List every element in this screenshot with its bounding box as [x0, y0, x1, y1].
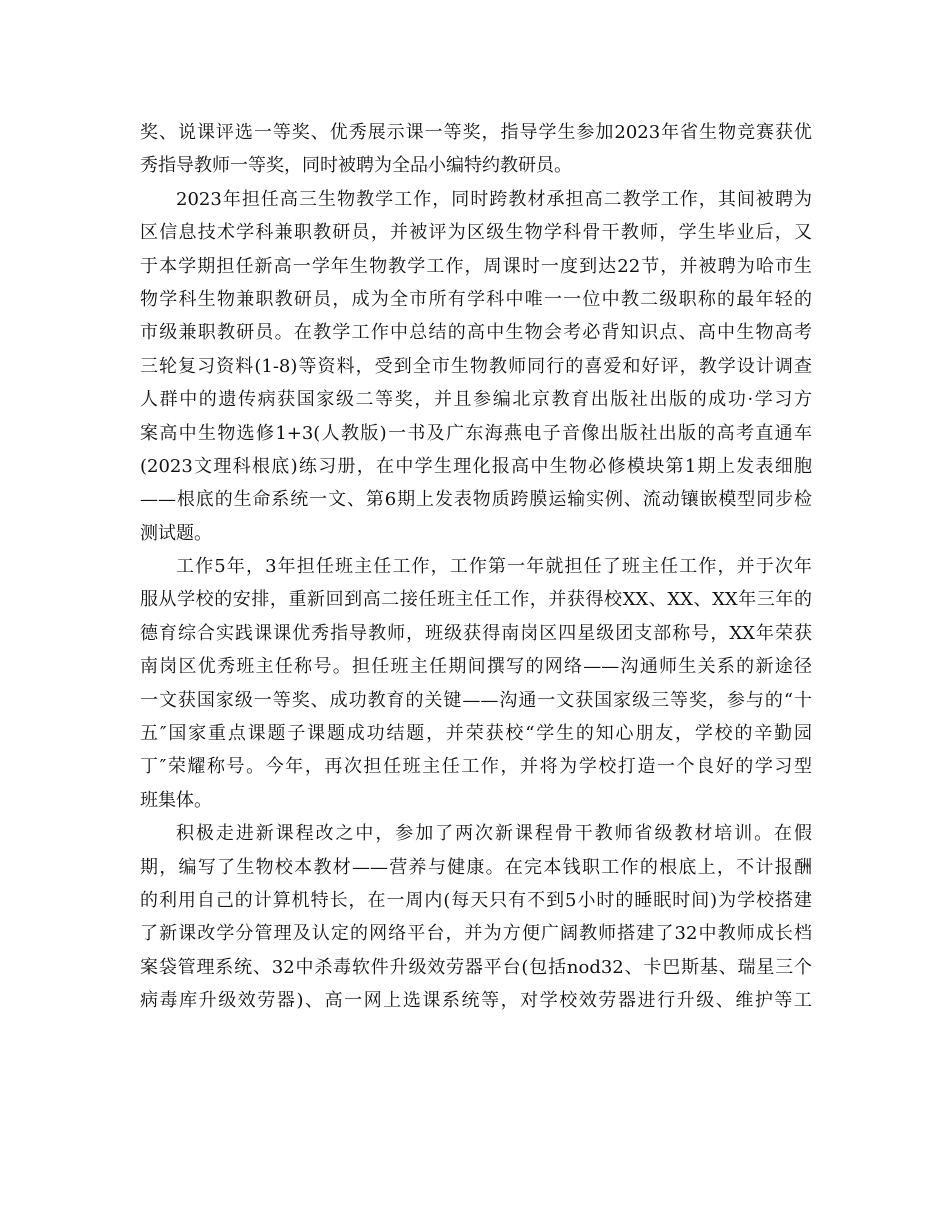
- text-line: 南岗区优秀班主任称号。担任班主任期间撰写的网络——沟通师生关系的新途径: [140, 656, 812, 678]
- paragraph: [140, 116, 812, 183]
- text-line: 2023年担任高三生物教学工作，同时跨教材承担高二教学工作，其间被聘为: [176, 188, 812, 210]
- text-line: 测试题。: [140, 522, 212, 544]
- text-line: 五″国家重点课题子课题成功结题，并荣获校“学生的知心朋友，学校的辛勤园: [140, 723, 812, 745]
- text-line: 三轮复习资料(1-8)等资料，受到全市生物教师同行的喜爱和好评，教学设计调查: [140, 355, 812, 377]
- paragraph: [140, 817, 812, 1017]
- text-line: 市级兼职教研员。在教学工作中总结的高中生物会考必背知识点、高中生物高考: [140, 322, 812, 344]
- text-line: 期，编写了生物校本教材——营养与健康。在完本钱职工作的根底上，不计报酬: [140, 856, 812, 878]
- text-line: 物学科生物兼职教研员，成为全市所有学科中唯一一位中教二级职称的最年轻的: [140, 288, 812, 310]
- paragraph: [140, 183, 812, 550]
- text-line: (2023文理科根底)练习册，在中学生理化报高中生物必修模块第1期上发表细胞: [140, 455, 812, 477]
- text-line: ——根底的生命系统一文、第6期上发表物质跨膜运输实例、流动镶嵌模型同步检: [140, 489, 812, 511]
- text-line: 的利用自己的计算机特长，在一周内(每天只有不到5小时的睡眠时间)为学校搭建: [140, 889, 812, 911]
- text-line: 丁″荣耀称号。今年，再次担任班主任工作，并将为学校打造一个良好的学习型: [140, 756, 812, 778]
- text-line: 区信息技术学科兼职教研员，并被评为区级生物学科骨干教师，学生毕业后，又: [140, 222, 812, 244]
- text-line: 案袋管理系统、32中杀毒软件升级效劳器平台(包括nod32、卡巴斯基、瑞星三个: [140, 956, 812, 978]
- text-line: 奖、说课评选一等奖、优秀展示课一等奖，指导学生参加2023年省生物竞赛获优: [140, 122, 812, 143]
- paragraph: [140, 550, 812, 817]
- text-line: 班集体。: [140, 789, 212, 811]
- document-body: [140, 116, 812, 1018]
- text-line: 服从学校的安排，重新回到高二接任班主任工作，并获得校XX、XX、XX年三年的: [140, 589, 812, 611]
- text-line: 秀指导教师一等奖，同时被聘为全品小编特约教研员。: [140, 155, 572, 177]
- text-line: 工作5年，3年担任班主任工作，工作第一年就担任了班主任工作，并于次年: [176, 556, 812, 578]
- text-line: 德育综合实践课课优秀指导教师，班级获得南岗区四星级团支部称号，XX年荣获: [140, 622, 812, 644]
- text-line: 积极走进新课程改之中，参加了两次新课程骨干教师省级教材培训。在假: [176, 823, 812, 845]
- text-line: 了新课改学分管理及认定的网络平台，并为方便广阔教师搭建了32中教师成长档: [140, 923, 812, 945]
- text-line: 人群中的遗传病获国家级二等奖，并且参编北京教育出版社出版的成功·学习方: [140, 389, 812, 411]
- text-line: 一文获国家级一等奖、成功教育的关键——沟通一文获国家级三等奖，参与的“十: [140, 689, 812, 711]
- text-line: 病毒库升级效劳器)、高一网上选课系统等，对学校效劳器进行升级、维护等工: [140, 990, 812, 1012]
- text-line: 于本学期担任新高一学年生物教学工作，周课时一度到达22节，并被聘为哈市生: [140, 255, 812, 277]
- text-line: 案高中生物选修1+3(人教版)一书及广东海燕电子音像出版社出版的高考直通车: [140, 422, 812, 444]
